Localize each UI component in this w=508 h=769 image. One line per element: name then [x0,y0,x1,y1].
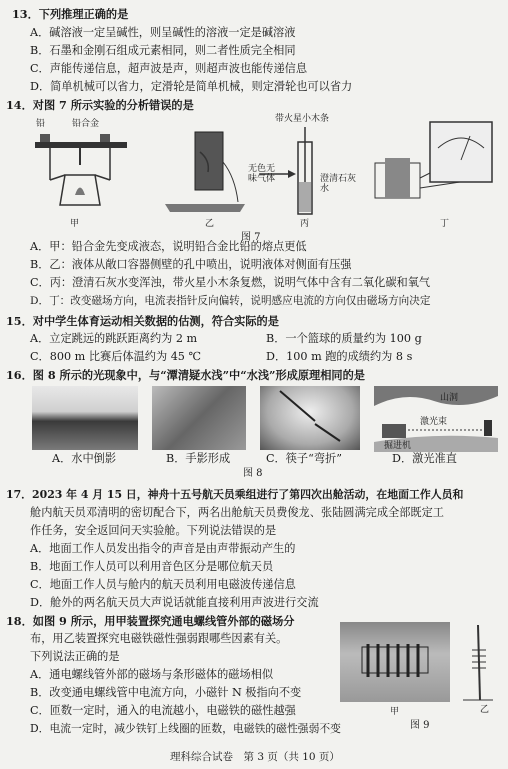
q13-option-b: B．石墨和金刚石组成元素相同，则二者性质完全相同 [30,44,296,57]
fig9-solenoid-photo [340,622,450,702]
fig8-label-laser: 激光束 [420,417,448,427]
fig7-sub-jia: 甲 [70,219,80,229]
fig8-label-mountain: 山洞 [440,393,459,403]
q15-stem: 15．对中学生体育运动相关数据的估测，符合实际的是 [6,314,279,328]
q18-stem-line1: 18．如图 9 所示，用甲装置探究通电螺线管外部的磁场分 [6,614,295,628]
fig9-caption: 图 9 [410,720,430,731]
page-footer: 理科综合试卷 第 3 页（共 10 页） [170,751,340,763]
q15-option-c: C．800 m 比赛后体温约为 45 ℃ [30,350,201,363]
fig7-label-gas: 无色无味气体 [248,164,276,184]
fig9-sub-jia: 甲 [390,707,400,717]
q13-option-c: C．声能传递信息，超声波是声，则超声波也能传递信息 [30,62,308,75]
q18-option-b: B．改变通电螺线管中电流方向，小磁针 N 极指向不变 [30,686,302,699]
fig9-sub-yi: 乙 [480,705,490,715]
q16-option-d: D．激光准直 [392,452,457,465]
fig8-label-machine: 掘进机 [384,441,412,451]
fig7-label-lead: 铅 [36,119,46,129]
fig7-ding-apparatus [370,118,500,218]
fig7-yi-apparatus [160,122,250,222]
q18-option-a: A．通电螺线管外部的磁场与条形磁体的磁场相似 [30,668,274,681]
q17-stem-line3: 作任务，安全返回问天实验舱。下列说法错误的是 [30,524,277,537]
q14-option-b: B．乙：液体从敞口容器侧壁的孔中喷出，说明液体对侧面有压强 [30,258,352,271]
q16-stem: 16．图 8 所示的光现象中，与“潭清疑水浅”中“水浅”形成原理相同的是 [6,368,365,382]
q18-option-c: C．匝数一定时，通入的电流越小，电磁铁的磁性越强 [30,704,296,717]
q14-stem: 14．对图 7 所示实验的分析错误的是 [6,98,194,112]
q13-option-d: D．简单机械可以省力，定滑轮是简单机械，则定滑轮也可以省力 [30,80,353,93]
q15-option-a: A．立定跳远的跳跃距离约为 2 m [30,332,198,345]
figure-7 [0,112,508,243]
fig8-chopsticks-photo [260,386,360,450]
q16-option-c: C．筷子“弯折” [266,452,342,465]
fig7-jia-apparatus [30,120,140,220]
q17-option-d: D．舱外的两名航天员大声说话就能直接利用声波进行交流 [30,596,319,609]
q14-option-a: A．甲：铅合金先变成液态，说明铅合金比铅的熔点更低 [30,240,307,253]
q17-stem-line2: 舱内航天员邓清明的密切配合下，两名出舱航天员费俊龙、张陆圆满完成全部既定工 [30,506,444,519]
fig7-label-alloy: 铅合金 [72,119,100,129]
q18-stem-line2: 布，用乙装置探究电磁铁磁性强弱跟哪些因素有关。 [30,632,288,645]
q17-option-c: C．地面工作人员与舱内的航天员利用电磁波传递信息 [30,578,296,591]
fig9-electromagnet-diagram [458,620,498,710]
q18-option-d: D．电流一定时，减少铁钉上线圈的匝数，电磁铁的磁性强弱不变 [30,722,341,735]
figure-9 [340,616,500,731]
q15-option-b: B．一个篮球的质量约为 100 g [266,332,422,345]
q15-option-d: D．100 m 跑的成绩约为 8 s [266,350,413,363]
fig8-reflection-photo [32,386,138,450]
fig7-label-limewater: 澄清石灰水 [320,174,357,194]
fig8-caption: 图 8 [243,468,263,479]
q17-option-a: A．地面工作人员发出指令的声音是由声带振动产生的 [30,542,296,555]
q14-option-c: C．丙：澄清石灰水变浑浊，带火星小木条复燃，说明气体中含有二氧化碳和氧气 [30,276,431,289]
fig7-sub-bing: 丙 [300,219,310,229]
q16-option-b: B．手影形成 [166,452,231,465]
q13-stem: 13．下列推理正确的是 [12,7,129,21]
fig7-label-splint: 带火星小木条 [275,114,330,124]
q17-stem-line1: 17．2023 年 4 月 15 日，神舟十五号航天员乘组进行了第四次出舱活动，在地面工作人员和 [6,488,464,501]
q16-option-a: A．水中倒影 [52,452,117,465]
figure-8 [0,384,508,479]
fig7-caption: 图 7 [241,232,261,243]
q13-option-a: A．碱溶液一定呈碱性，则呈碱性的溶液一定是碱溶液 [30,26,296,39]
fig7-sub-ding: 丁 [440,219,450,229]
fig8-hand-shadow-photo [152,386,246,450]
fig7-sub-yi: 乙 [205,219,215,229]
q17-option-b: B．地面工作人员可以利用音色区分是哪位航天员 [30,560,274,573]
q14-option-d: D．丁：改变磁场方向，电流表指针反向偏转，说明感应电流的方向仅由磁场方向决定 [30,295,431,307]
q18-stem-line3: 下列说法正确的是 [30,650,120,663]
